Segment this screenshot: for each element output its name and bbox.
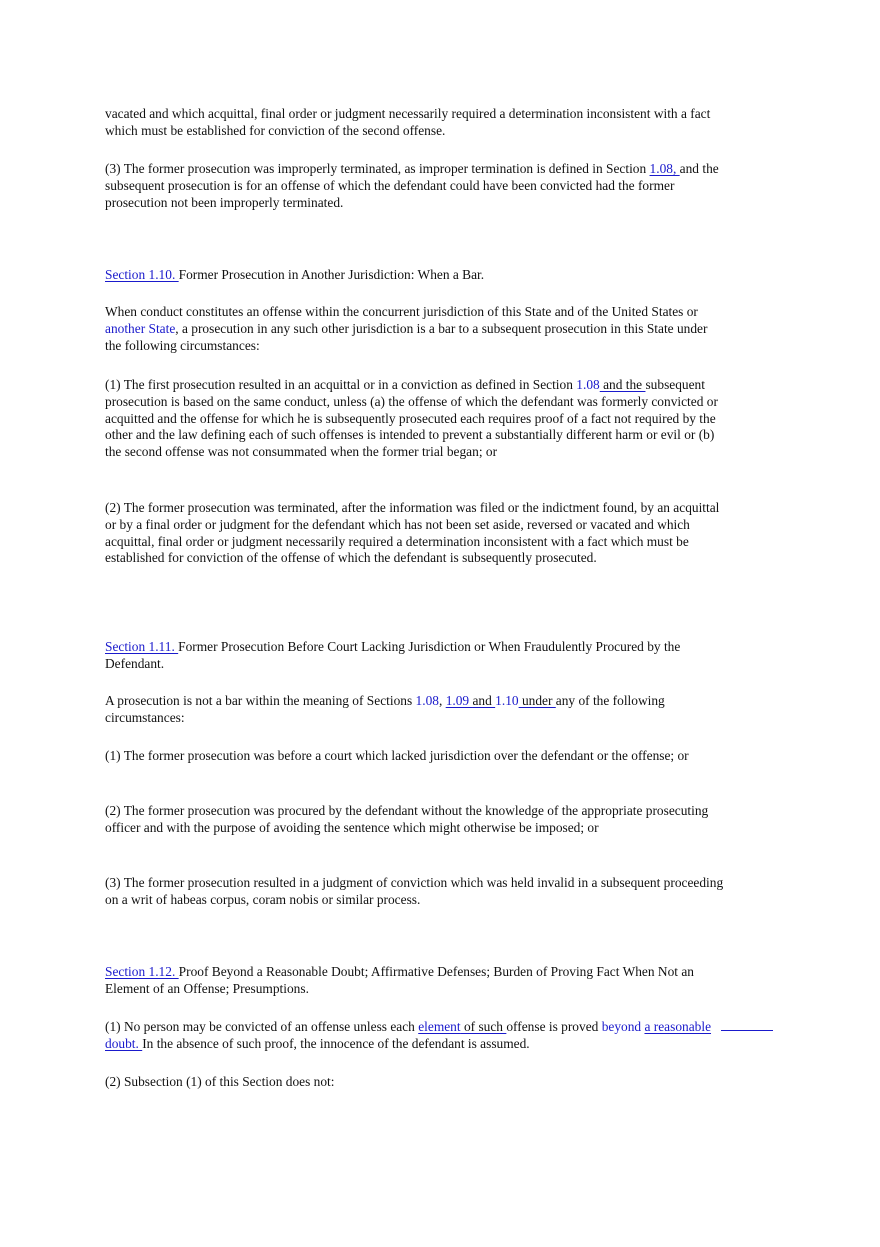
paragraph-held-invalid (105, 875, 725, 909)
paragraph-text: (2) The former prosecution was terminated, after the information was filed or the indictment found, by an acquittal or by a final order or judgment for the defendant which has not been set aside, reversed or vacated and which acquittal, final order or judgment necessarily required a determination inconsistent with a fact which must be established for conviction of the offense of which the defendant is subsequently prosecuted. (105, 500, 720, 566)
paragraph-text: (1) The former prosecution was before a court which lacked jurisdiction over the defendant or the offense; or (105, 748, 689, 763)
element-link[interactable]: element (418, 1019, 461, 1034)
section-1-08-link[interactable]: 1.08 (576, 377, 600, 392)
paragraph-text: (2) Subsection (1) of this Section does not: (105, 1074, 335, 1089)
section-1-12-heading (105, 964, 725, 998)
revision-mark-text: of such (460, 1019, 507, 1034)
paragraph-improper-termination (105, 161, 725, 211)
section-1-10-heading (105, 267, 725, 284)
paragraph-text: (1) No person may be convicted of an offense unless each (105, 1019, 419, 1034)
section-1-11-link[interactable]: Section 1.11. (105, 639, 179, 654)
paragraph-text: and the subsequent prosecution is for an offense of which the defendant could have been convicted had the former prosecution not been improperly terminated. (105, 161, 719, 210)
paragraph-concurrent-jurisdiction (105, 304, 725, 354)
section-1-08-link[interactable]: 1.08 (415, 693, 439, 708)
section-title: Proof Beyond a Reasonable Doubt; Affirmative Defenses; Burden of Proving Fact When Not an Element of an Offense; Presumptions. (105, 964, 694, 996)
revision-mark-text: and (472, 693, 496, 708)
paragraph-text: subsequent prosecution is based on the same conduct, unless (a) the offense of which the defendant was formerly convicted or acquitted and the offense for which he is subsequently prosecuted each requires proof of a fact not required by the other and the law defining each of such offenses is intended to prevent a substantially different harm or evil or (b) the second offense was not consummated when the former trial began; or (105, 377, 718, 460)
section-1-10-link[interactable]: 1.10 (495, 693, 519, 708)
paragraph-text: (2) The former prosecution was procured by the defendant without the knowledge of the appropriate prosecuting officer and with the purpose of avoiding the sentence which might otherwise be imposed; or (105, 803, 709, 835)
paragraph-lacked-jurisdiction (105, 748, 725, 765)
paragraph-text: any of the following circumstances: (105, 693, 665, 725)
section-1-08-link[interactable]: 1.08, (649, 161, 680, 176)
paragraph-first-prosecution (105, 377, 725, 461)
separator-text: , (438, 693, 446, 708)
revision-mark-text: under (518, 693, 556, 708)
paragraph-text: (1) The first prosecution resulted in an acquittal or in a conviction as defined in Section (105, 377, 577, 392)
paragraph-text: A prosecution is not a bar within the meaning of Sections (105, 693, 416, 708)
revision-underline-mark (721, 1030, 773, 1031)
section-1-11-heading (105, 639, 725, 673)
section-title: Former Prosecution in Another Jurisdiction: When a Bar. (178, 267, 485, 282)
paragraph-subsection-2 (105, 1074, 725, 1091)
paragraph-former-prosecution-terminated (105, 500, 725, 567)
paragraph-reasonable-doubt (105, 1019, 725, 1053)
revision-mark-text: and the (599, 377, 646, 392)
paragraph-continuation (105, 106, 725, 140)
paragraph-text: offense is proved (506, 1019, 602, 1034)
section-title: Former Prosecution Before Court Lacking Jurisdiction or When Fraudulently Procured by the Defendant. (105, 639, 681, 671)
section-1-12-link[interactable]: Section 1.12. (105, 964, 179, 979)
reasonable-doubt-link[interactable]: a reasonable doubt. (105, 1019, 712, 1051)
paragraph-text: In the absence of such proof, the innocence of the defendant is assumed. (142, 1035, 530, 1051)
section-1-09-link[interactable]: 1.09 (445, 693, 473, 708)
paragraph-text: vacated and which acquittal, final order or judgment necessarily required a determination inconsistent with a fact which must be established for conviction of the second offense. (105, 106, 711, 138)
beyond-link[interactable]: beyond (601, 1019, 642, 1034)
paragraph-procured-by-defendant (105, 803, 725, 837)
paragraph-text: When conduct constitutes an offense within the concurrent jurisdiction of this State and of the United States or (105, 304, 698, 319)
section-1-10-link[interactable]: Section 1.10. (105, 267, 179, 282)
paragraph-text: (3) The former prosecution resulted in a judgment of conviction which was held invalid in a subsequent proceeding on a writ of habeas corpus, coram nobis or similar process. (105, 875, 724, 907)
paragraph-not-a-bar (105, 693, 725, 727)
paragraph-text: , a prosecution in any such other jurisdiction is a bar to a subsequent prosecution in this State under the following circumstances: (105, 320, 708, 353)
another-state-link[interactable]: another State (105, 320, 176, 336)
paragraph-text: (3) The former prosecution was improperly terminated, as improper termination is defined in Section (105, 161, 650, 176)
